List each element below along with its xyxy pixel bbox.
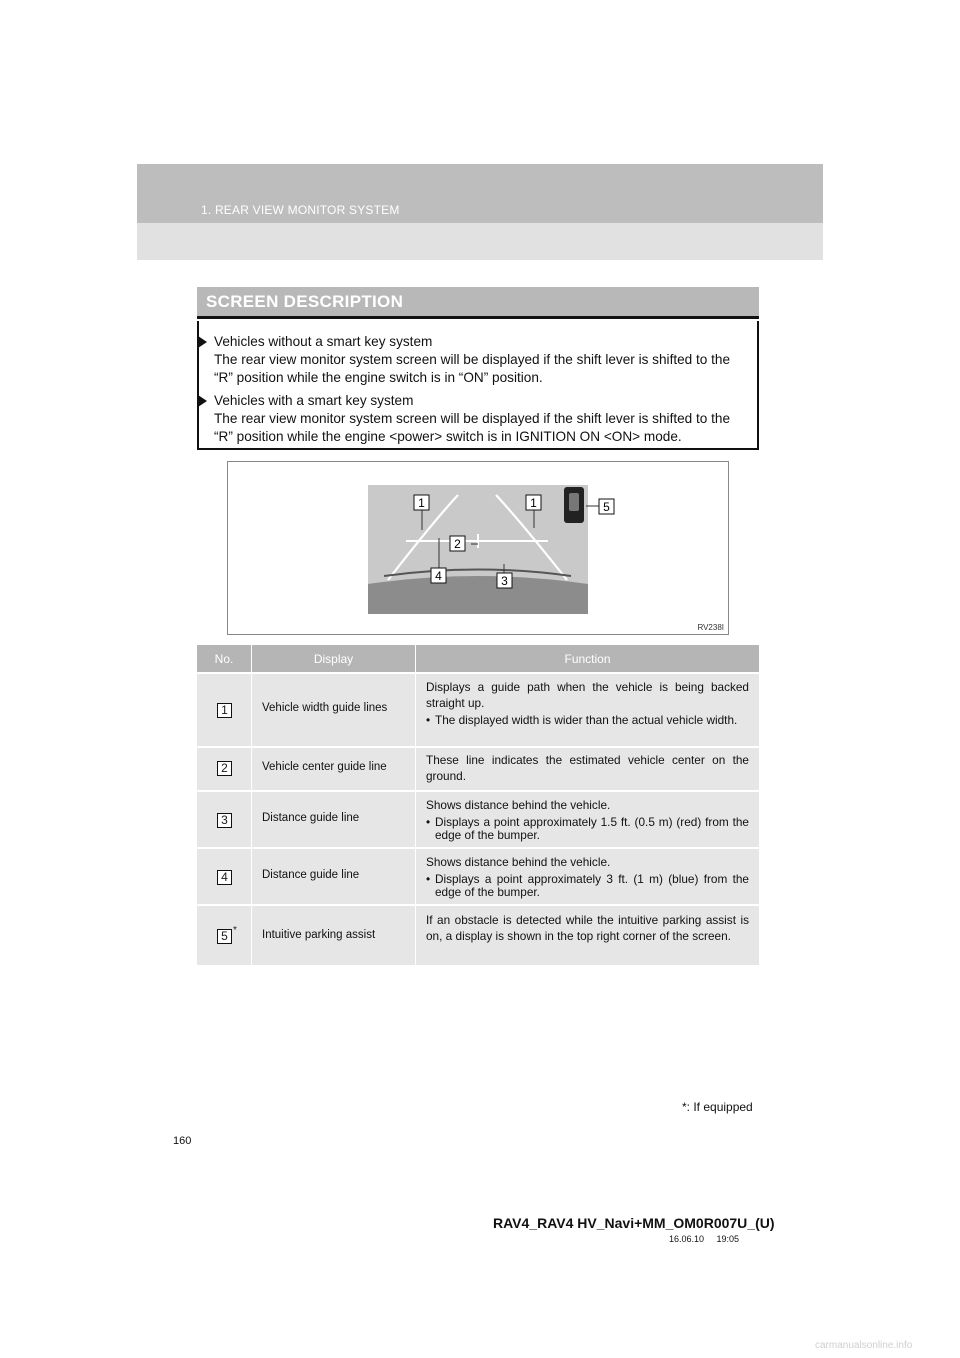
row-display: Distance guide line (262, 812, 360, 824)
header-band (137, 164, 823, 260)
callout-1-right (526, 495, 541, 510)
document-id: RAV4_RAV4 HV_Navi+MM_OM0R007U_(U) (493, 1215, 775, 1231)
row-number: 3 (217, 813, 232, 828)
svg-text:3: 3 (501, 574, 508, 588)
section-title-bar (197, 287, 759, 319)
row-function: If an obstacle is detected while the intuitive parking assist is on, a display is shown in the top right corner of the screen. (426, 913, 749, 943)
bullet-title: Vehicles without a smart key system (214, 334, 433, 349)
callout-5 (599, 499, 614, 514)
callout-3 (497, 573, 512, 588)
triangle-bullet-icon (198, 336, 207, 348)
parking-assist-car (569, 493, 579, 511)
bullet-text-line: “R” position while the engine <power> switch is in IGNITION ON <ON> mode. (214, 429, 682, 444)
row-number: 4 (217, 870, 232, 885)
bumper-area (368, 576, 588, 614)
row-function-cell (416, 849, 759, 899)
svg-text:1: 1 (530, 496, 537, 510)
if-equipped-asterisk: * (233, 925, 237, 936)
page-number: 160 (173, 1135, 192, 1147)
table-row (197, 847, 759, 904)
col-header-no: No. (197, 645, 252, 672)
row-function: Shows distance behind the vehicle. (426, 855, 611, 869)
row-function-bullet: • Displays a point approximately 1.5 ft. (0.5 m) (red) from the edge of the bumper. (426, 816, 749, 842)
if-equipped-note: *: If equipped (682, 1100, 753, 1114)
bullet-title: Vehicles with a smart key system (214, 393, 414, 408)
figure-code: RV238I (697, 623, 724, 632)
bullet-no-smart-key (198, 333, 758, 387)
svg-text:5: 5 (603, 500, 610, 514)
callout-1-left (414, 495, 429, 510)
table-row (197, 672, 759, 746)
bullet-text-line: The rear view monitor system screen will be displayed if the shift lever is shifted to the (214, 411, 731, 426)
table-row (197, 746, 759, 790)
row-display: Distance guide line (262, 869, 360, 881)
table-header (197, 645, 759, 672)
row-function-cell (416, 674, 759, 727)
bullet-smart-key (198, 392, 758, 446)
svg-text:4: 4 (435, 569, 442, 583)
row-display: Intuitive parking assist (262, 929, 376, 941)
col-header-function: Function (564, 651, 611, 666)
callout-4 (431, 568, 446, 583)
row-function: Shows distance behind the vehicle. (426, 798, 611, 812)
callout-2 (450, 536, 465, 551)
bullet-text-line: “R” position while the engine switch is in “ON” position. (214, 370, 543, 385)
bullet-text-line: The rear view monitor system screen will be displayed if the shift lever is shifted to the (214, 352, 731, 367)
row-display: Vehicle width guide lines (262, 702, 388, 714)
document-date: 16.06.10 19:05 (669, 1234, 740, 1244)
row-number: 1 (217, 703, 232, 718)
row-function-bullet: • Displays a point approximately 3 ft. (1 m) (blue) from the edge of the bumper. (426, 873, 749, 899)
row-display: Vehicle center guide line (262, 761, 387, 773)
row-function: These line indicates the estimated vehicle center on the ground. (426, 753, 749, 783)
row-function-bullet: • The displayed width is wider than the actual vehicle width. (426, 714, 749, 727)
svg-text:2: 2 (454, 537, 461, 551)
svg-text:1: 1 (418, 496, 425, 510)
watermark: carmanualsonline.info (815, 1340, 913, 1351)
row-function-cell (416, 906, 759, 944)
screen-description-table (197, 645, 759, 965)
table-row (197, 904, 759, 965)
row-function-cell (416, 792, 759, 842)
col-header-display: Display (252, 645, 416, 672)
row-number: 5 (217, 929, 232, 944)
rear-view-screen-illustration (228, 462, 728, 634)
row-number: 2 (217, 761, 232, 776)
section-title: SCREEN DESCRIPTION (206, 292, 404, 311)
table-row (197, 790, 759, 847)
triangle-bullet-icon (198, 395, 207, 407)
rear-view-figure (227, 461, 729, 635)
row-function: Displays a guide path when the vehicle is being backed straight up. (426, 680, 749, 710)
section-breadcrumb: 1. REAR VIEW MONITOR SYSTEM (201, 203, 400, 217)
row-function-cell (416, 748, 759, 784)
